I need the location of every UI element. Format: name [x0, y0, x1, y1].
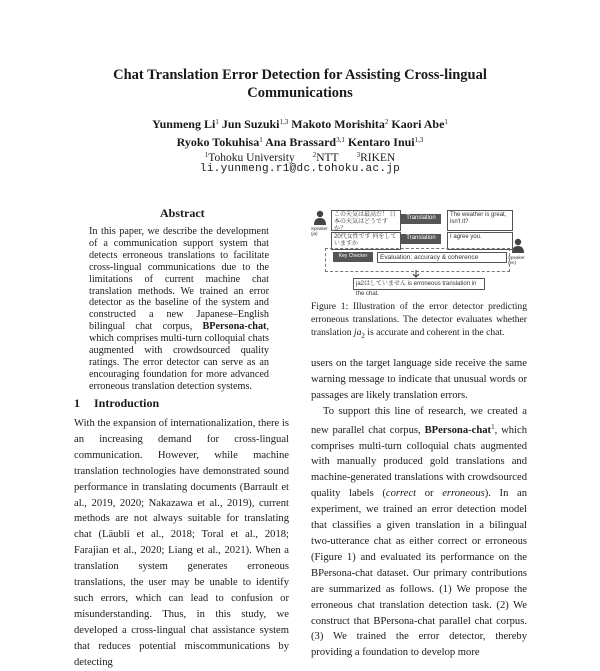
- author-affiliation-marker: 1,3: [414, 136, 424, 144]
- paper-title: [0, 66, 600, 102]
- para2-part-3: ). In an experiment, we trained an error detection model that classifies a given translation in a bilingual two-utterance chat as either correct or erroneous (Figure 1) and evaluated its performance on the BPersona-chat dataset. Our primary contributions are summarized as follows. (1) We propose the erroneous chat translation detection task. (2) We construct that BPersona-chat parallel chat corpus. (3) We trained the error detector, thereby providing a foundation to develop more: [311, 488, 528, 659]
- para2-corpus-name: BPersona-chat: [424, 424, 492, 436]
- speaker-right-label: Speaker (en): [508, 255, 527, 265]
- translation-label-2: Translation: [401, 234, 441, 244]
- author-affiliation-marker: 1: [259, 136, 263, 144]
- arrow-down-icon: [412, 270, 420, 278]
- line2-author-2: Kentaro Inui$^{1,3}$: [347, 135, 424, 149]
- para2-part-2: , which comprises multi-turn colloquial chats augmented with manually produced gold translations and machine-generated translations with crowdsourced quality labels (: [311, 424, 528, 500]
- abstract-text: [89, 226, 269, 393]
- author-affiliation-marker: 1: [444, 118, 448, 126]
- affiliation-0: $^1$Tohoku University: [204, 151, 295, 164]
- section-number: 1: [74, 396, 80, 410]
- abstract-heading: Abstract: [160, 206, 205, 220]
- line2-author-1: Ana Brassard$^{3,1}$: [265, 135, 345, 149]
- para2-or: or: [416, 488, 443, 500]
- author-list: [0, 114, 600, 150]
- affiliation-2: $^3$RIKEN: [356, 151, 396, 164]
- line1-author-3: Kaori Abe$^1$: [391, 117, 448, 131]
- caption-variable: ja: [353, 327, 362, 338]
- en-output-2-box: I agree you.: [447, 232, 513, 250]
- label-correct: correct: [385, 488, 417, 500]
- introduction-text: With the expansion of internationalization, there is an increasing demand for cross-lingual communication. However, while machine translation technologies have demonstrated sound performance in translating documents (Barrault et al., 2019, 2020; Nakazawa et al., 2019), current methods are not always suitable for translating chat (Läubli et al., 2018; Toral et al., 2018; Farajian et al., 2020; Liang et al., 2021). When a translation system generates erroneous translations, the user may be unable to identify such errors, which can lead to confusion or misunderstanding. Thus, in this study, we developed a cross-lingual chat assistance system that reduces potential miscommunications by detecting: [74, 418, 289, 668]
- section-1-heading: [74, 396, 159, 411]
- figure-1-caption: [311, 300, 527, 343]
- line1-author-2: Makoto Morishita$^2$: [291, 117, 389, 131]
- caption-part-2: is accurate and coherent in the chat.: [364, 327, 505, 338]
- line2-author-0: Ryoko Tokuhisa$^1$: [176, 135, 263, 149]
- evaluation-label: Evaluation: accuracy & coherence: [377, 252, 507, 263]
- ja-utterance-2-box: 20代女性です 何をしていますか: [331, 232, 401, 250]
- right-column-text: [311, 356, 527, 661]
- abstract-corpus-name: BPersona-chat: [202, 321, 267, 333]
- right-paragraph-2: [311, 404, 527, 662]
- title-line-1: Chat Translation Error Detection for Assisting Cross-lingual: [113, 67, 487, 83]
- author-affiliation-marker: 3,1: [336, 136, 345, 144]
- warning-message-box: ja2はしていません is erroneous translation in the chat.: [353, 278, 485, 290]
- title-line-2: Communications: [247, 85, 353, 101]
- abstract-text-part-1: In this paper, we describe the development of a communication support system that detects erroneous translations to facilitate cross-lingual communications due to the limitations of current machine chat translation methods. We trained an error detector as the baseline of the system and constructed a new Japanese–English bilingual chat corpus,: [89, 226, 269, 333]
- line1-author-1: Jun Suzuki$^{1,3}$: [221, 117, 289, 131]
- en-output-1-box: The weather is great, isn't it?: [447, 210, 513, 231]
- speaker-left-icon: [313, 210, 327, 226]
- label-erroneous: erroneous: [442, 488, 485, 500]
- author-affiliation-marker: 2: [384, 118, 389, 126]
- speaker-right-icon: [511, 238, 525, 254]
- caption-variable-subscript: 2: [361, 331, 365, 340]
- section-title: Introduction: [94, 396, 160, 410]
- author-affiliation-marker: 1,3: [279, 118, 289, 126]
- author-affiliation-marker: 1: [215, 118, 219, 126]
- caption-part-1: Figure 1: Illustration of the error detector predicting erroneous translations. The detector evaluates whether translation: [311, 301, 527, 338]
- authors-line-1: [0, 114, 600, 132]
- author-email[interactable]: li.yunmeng.r1@dc.tohoku.ac.jp: [199, 163, 401, 175]
- speaker-left-label: Speaker (ja): [311, 226, 328, 236]
- affiliation-1: $^2$NTT: [312, 151, 339, 164]
- translation-label-1: Translation: [401, 214, 441, 224]
- footnote-marker[interactable]: 1: [491, 422, 495, 431]
- right-paragraph-1: users on the target language side receive the same warning message to indicate that unusual words or passages are likely translation errors.: [311, 358, 527, 401]
- ja-utterance-1-box: この天気は最高だ！ 日本の天気はどうですか？: [331, 210, 401, 231]
- para2-part-1: To support this line of research, we created a new parallel chat corpus,: [311, 405, 527, 436]
- abstract-text-part-2: , which comprises multi-turn colloquial chats augmented with crowdsourced quality ratings. The error detector can serve as an encouraging foundation for more advanced erroneous translation detection systems.: [89, 321, 269, 392]
- figure-1: [311, 208, 527, 296]
- key-checker-label: Key Checker: [333, 252, 373, 262]
- line1-author-0: Yunmeng Li$^1$: [152, 117, 219, 131]
